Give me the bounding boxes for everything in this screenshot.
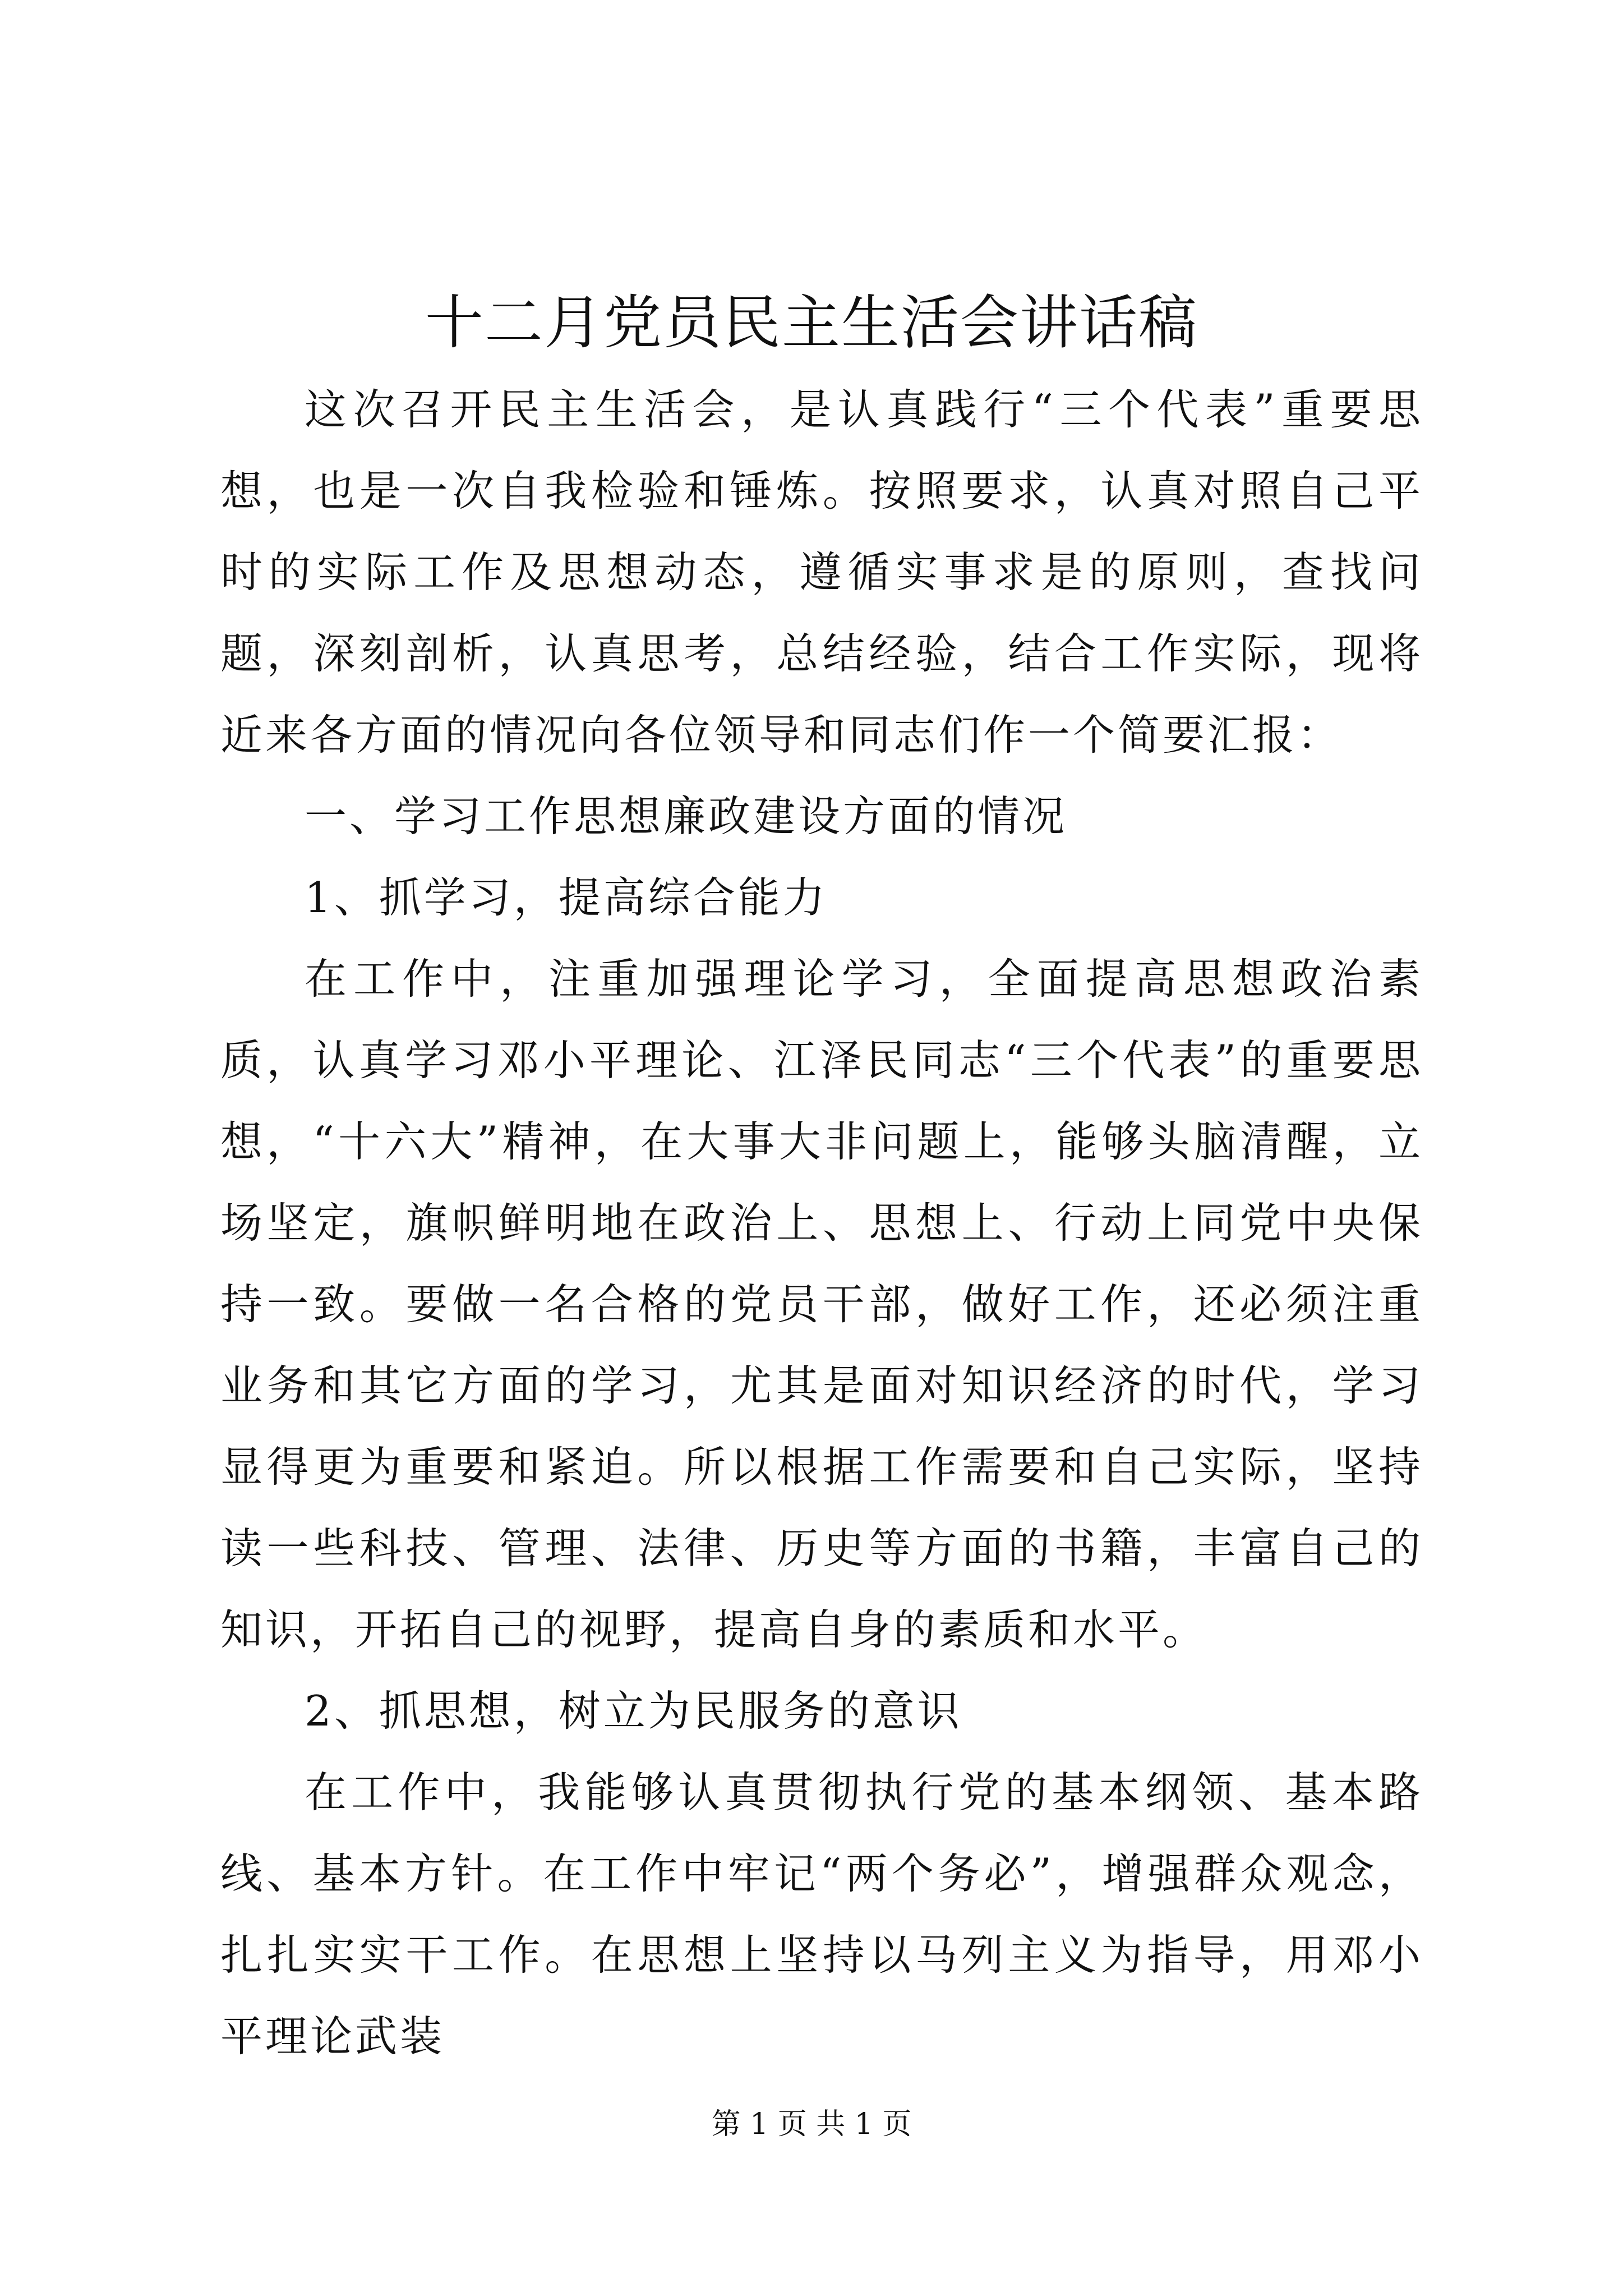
paragraph-study: 在工作中，注重加强理论学习，全面提高思想政治素质，认真学习邓小平理论、江泽民同志“三个代表”的重要思想，“十六大”精神，在大事大非问题上，能够头脑清醒，立场坚定，旗帜鲜明地在政治上、思想上、行动上同党中央保持一致。要做一名合格的党员干部，做好工作，还必须注重业务和其它方面的学习，尤其是面对知识经济的时代，学习显得更为重要和紧迫。所以根据工作需要和自己实际，坚持读一些科技、管理、法律、历史等方面的书籍，丰富自己的知识，开拓自己的视野，提高自身的素质和水平。 (220, 954, 1423, 1654)
subheading-2: 2、抓思想，树立为民服务的意识 (305, 1686, 962, 1736)
page-footer: 第 1 页 共 1 页 (711, 2108, 912, 2141)
document-title: 十二月党员民主生活会讲话稿 (425, 288, 1198, 357)
subheading-1: 1、抓学习，提高综合能力 (305, 873, 828, 922)
document-body (220, 369, 1423, 2077)
paragraph-thought: 在工作中，我能够认真贯彻执行党的基本纲领、基本路线、基本方针。在工作中牢记“两个务必”，增强群众观念，扎扎实实干工作。在思想上坚持以马列主义为指导，用邓小平理论武装 (220, 1768, 1423, 2061)
paragraph-intro: 这次召开民主生活会，是认真践行“三个代表”重要思想，也是一次自我检验和锤炼。按照要求，认真对照自己平时的实际工作及思想动态，遵循实事求是的原则，查找问题，深刻剖析，认真思考，总结经验，结合工作实际，现将近来各方面的情况向各位领导和同志们作一个简要汇报： (220, 385, 1423, 760)
section-heading-1: 一、学习工作思想廉政建设方面的情况 (305, 792, 1068, 841)
